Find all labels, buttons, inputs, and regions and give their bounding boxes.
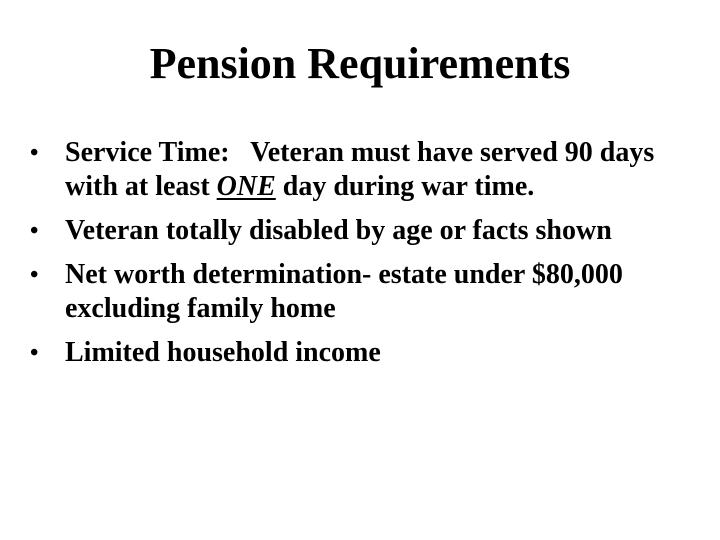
bullet-item-disabled [30,214,700,248]
bullet-icon: • [30,262,39,288]
bullet-text-emphasis: ONE [216,171,276,202]
bullet-item-income [30,336,700,370]
bullet-icon: • [30,340,39,366]
bullet-text: Limited household income [65,337,381,368]
bullet-text-before: Service Time: Veteran must have served 90 days with at least [65,137,662,202]
bullet-item-service-time [30,136,700,204]
bullet-text: Net worth determination- estate under $80,000 excluding family home [65,259,623,324]
bullet-icon: • [30,140,39,166]
bullet-text-after: day during war time. [275,171,535,202]
bullet-text: Veteran totally disabled by age or facts shown [65,215,612,246]
bullet-icon: • [30,218,39,244]
slide-title: Pension Requirements [149,39,571,88]
bullet-list [30,136,700,380]
bullet-item-net-worth [30,258,700,326]
